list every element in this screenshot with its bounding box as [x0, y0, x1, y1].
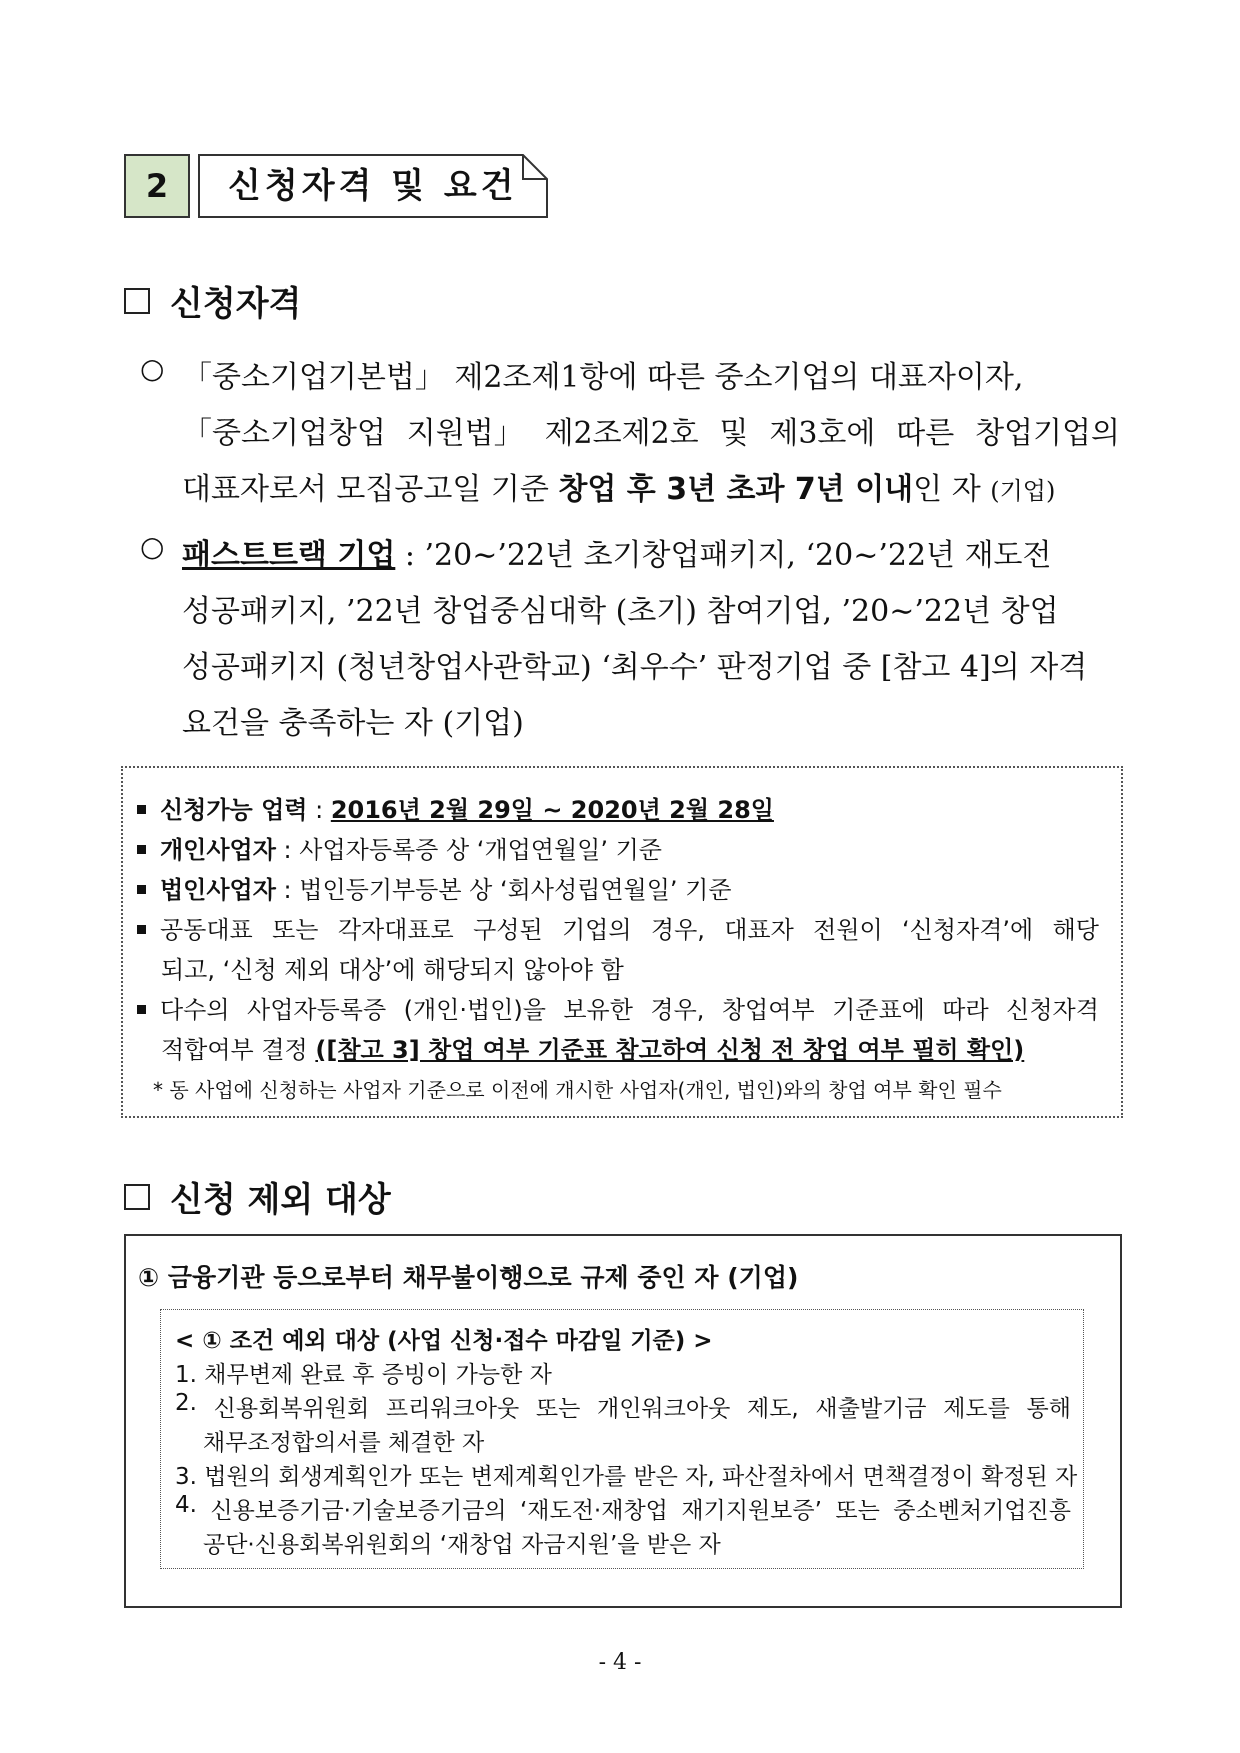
word: 신용회복위원회 — [213, 1396, 370, 1422]
word: 따른 — [896, 416, 955, 451]
word: 제도, — [746, 1396, 799, 1422]
word: 경우, — [650, 996, 705, 1024]
word: 각자대표로 — [337, 916, 454, 944]
word: ‘신청자격’에 — [902, 916, 1034, 944]
word: 전원이 — [813, 916, 883, 944]
square-bullet-icon — [137, 885, 146, 894]
info-item-joint-line-2: 되고, ‘신청 제외 대상’에 해당되지 않아야 함 — [161, 956, 624, 984]
eligibility-paragraph-2 — [140, 530, 1120, 740]
section-title: 신청자격 및 요건 — [228, 166, 518, 206]
word: 또는 — [272, 916, 319, 944]
word: 경우, — [650, 916, 705, 944]
word: 구성된 — [473, 916, 543, 944]
exclusion-heading-text: 신청 제외 대상 — [170, 1180, 391, 1220]
info-item-text: 적합여부 결정 — [161, 1036, 316, 1064]
exclusion-box-title: ① 금융기관 등으로부터 채무불이행으로 규제 중인 자 (기업) — [138, 1263, 799, 1292]
p1-line-3-note: (기업) — [990, 477, 1056, 505]
word: 제도를 — [943, 1396, 1010, 1422]
word: 신용보증기금·기술보증기금의 — [210, 1498, 507, 1524]
word: 신청자격 — [1006, 996, 1099, 1024]
square-bullet-icon — [137, 845, 146, 854]
exclusion-heading — [124, 1172, 391, 1221]
exclusion-box — [124, 1234, 1122, 1608]
square-bullet-icon — [137, 805, 146, 814]
word: 개인워크아웃 — [596, 1396, 731, 1422]
circle-bullet-icon: ○ — [140, 530, 165, 563]
p1-line-2 — [182, 408, 1120, 452]
square-bullet-icon — [137, 925, 146, 934]
word: 사업자등록증 — [247, 996, 387, 1024]
section-number: 2 — [124, 154, 190, 218]
word: 2. — [175, 1390, 197, 1416]
info-item-multi-line-2 — [161, 1030, 1099, 1065]
word: (개인·법인)을 — [403, 996, 546, 1024]
word: 제3호에 — [769, 416, 876, 451]
p2-line-1-text: : ’20∼’22년 초기창업패키지, ‘20~’22년 재도전 — [395, 538, 1052, 573]
p2-line-2: 성공패키지, ’22년 창업중심대학 (초기) 참여기업, ’20∼’22년 창업 — [182, 594, 1059, 629]
exclusion-exception-box — [160, 1309, 1084, 1569]
fast-track-label: 패스트트랙 기업 — [182, 538, 396, 573]
exception-item-4-line-1 — [175, 1492, 1071, 1525]
word: 해당 — [1052, 916, 1099, 944]
word: 통해 — [1026, 1396, 1071, 1422]
exception-item-3: 3. 법원의 회생계획인가 또는 변제계획인가를 받은 자, 파산절차에서 면책결정이 확정된 자 — [175, 1464, 1078, 1490]
word: 프리워크아웃 — [385, 1396, 520, 1422]
info-separator: : — [307, 796, 331, 824]
section-title-box — [198, 154, 548, 218]
word: 새출발기금 — [815, 1396, 927, 1422]
word: 지원법」 — [406, 416, 524, 451]
p1-line-3 — [182, 464, 1055, 508]
info-item-multi-line-1 — [137, 990, 1099, 1025]
p1-line-3-emphasis: 창업 후 3년 초과 7년 이내 — [558, 472, 914, 507]
word: ‘재도전·재창업 — [519, 1498, 668, 1524]
p1-line-1: 「중소기업기본법」 제2조제1항에 따른 중소기업의 대표자이자, — [182, 360, 1024, 395]
word: 공동대표 — [137, 910, 253, 945]
exception-item-2-line-2: 채무조정합의서를 체결한 자 — [203, 1430, 485, 1456]
eligibility-paragraph-1 — [140, 352, 1120, 507]
word: 또는 — [835, 1498, 880, 1524]
word: 보유한 — [563, 996, 633, 1024]
info-item-value: : 법인등기부등본 상 ‘회사성립연월일’ 기준 — [275, 876, 732, 904]
info-item-period — [137, 790, 1099, 825]
word: 「중소기업창업 — [182, 416, 386, 451]
word: 기준표에 — [832, 996, 925, 1024]
word: 창업기업의 — [975, 416, 1120, 451]
p2-line-4: 요건을 충족하는 자 (기업) — [182, 706, 524, 741]
p1-line-3-suffix: 인 자 — [913, 472, 991, 507]
word: 및 — [719, 416, 749, 451]
info-item-value: : 사업자등록증 상 ‘개업연월일’ 기준 — [275, 836, 662, 864]
info-item-joint-line-1 — [137, 910, 1099, 945]
word: 중소벤처기업진흥 — [893, 1498, 1071, 1524]
page-number: - 4 - — [598, 1650, 642, 1675]
checkbox-square-icon — [124, 1184, 150, 1210]
exception-heading: < ① 조건 예외 대상 (사업 신청·접수 마감일 기준) > — [175, 1328, 713, 1354]
info-item-value: 2016년 2월 29일 ~ 2020년 2월 28일 — [330, 796, 774, 824]
word: 재기지원보증’ — [681, 1498, 822, 1524]
circle-bullet-icon: ○ — [140, 352, 165, 385]
eligibility-info-box — [121, 766, 1123, 1118]
p2-line-1 — [182, 530, 1052, 574]
eligibility-heading — [124, 276, 301, 325]
word: 4. — [175, 1492, 197, 1518]
info-item-label: 법인사업자 — [160, 876, 276, 904]
exception-item-4-line-2: 공단·신용회복위원회의 ‘재창업 자금지원’을 받은 자 — [203, 1532, 721, 1558]
square-bullet-icon — [137, 1005, 146, 1014]
word: 대표자 — [724, 916, 794, 944]
word: 또는 — [535, 1396, 581, 1422]
word: 창업여부 — [721, 996, 815, 1024]
word: 따라 — [942, 996, 989, 1024]
info-item-emphasis: ([참고 3] 창업 여부 기준표 참고하여 신청 전 창업 여부 필히 확인) — [315, 1036, 1025, 1064]
word: 기업의 — [561, 916, 632, 944]
p1-line-3-text: 대표자로서 모집공고일 기준 — [182, 472, 559, 507]
p2-line-3: 성공패키지 (청년창업사관학교) ‘최우수’ 판정기업 중 [참고 4]의 자격 — [182, 650, 1088, 685]
eligibility-heading-text: 신청자격 — [170, 284, 302, 324]
exception-item-2-line-1 — [175, 1390, 1071, 1423]
word: 다수의 — [137, 990, 230, 1025]
exception-item-1: 1. 채무변제 완료 후 증빙이 가능한 자 — [175, 1362, 552, 1388]
checkbox-square-icon — [124, 288, 150, 314]
word: 제2조제2호 — [544, 416, 699, 451]
info-item-individual — [137, 830, 1099, 865]
info-item-label: 신청가능 업력 — [160, 796, 308, 824]
info-item-corporate — [137, 870, 1099, 905]
info-footnote: * 동 사업에 신청하는 사업자 기준으로 이전에 개시한 사업자(개인, 법인)와의 창업 여부 확인 필수 — [153, 1078, 1002, 1102]
info-item-label: 개인사업자 — [160, 836, 276, 864]
